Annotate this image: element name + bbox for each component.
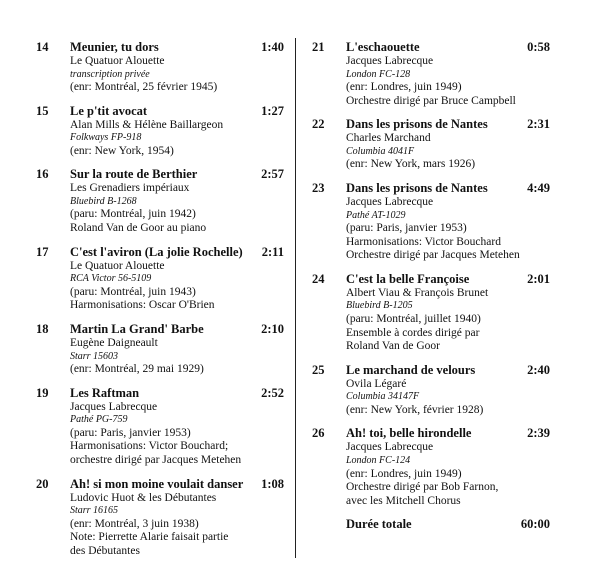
track-details [70, 182, 284, 235]
track-number: 18 [36, 321, 49, 336]
track-detail-line: Les Grenadiers impériaux [70, 182, 190, 195]
total-duration: 60:00 [520, 517, 550, 532]
track-detail-line: Charles Marchand [346, 132, 431, 145]
track-label-catalog: Columbia 4041F [346, 145, 415, 157]
track-label-catalog: transcription privée [70, 68, 150, 80]
track-label-catalog: London FC-128 [346, 68, 411, 80]
track-label-catalog: RCA Victor 56-5109 [70, 273, 152, 285]
track-detail-line: Albert Viau & François Brunet [346, 286, 489, 299]
track-details [70, 260, 284, 313]
track-detail-line: Harmonisations: Oscar O'Brien [70, 299, 215, 312]
track-duration: 2:01 [527, 271, 550, 286]
track-number: 15 [36, 103, 49, 118]
track-label-catalog: London FC-124 [346, 455, 411, 466]
track-detail-line: (paru: Montréal, juin 1943) [70, 285, 196, 298]
track-title: L'eschaouette [346, 40, 420, 54]
track-entry [312, 426, 550, 508]
track-label-catalog: Folkways FP-918 [70, 132, 142, 144]
track-title: Le p'tit avocat [70, 103, 148, 118]
track-detail-line: (enr: New York, février 1928) [346, 403, 484, 416]
track-detail-line: des Débutantes [70, 544, 140, 557]
track-number: 25 [312, 362, 325, 377]
track-detail-line: Roland Van de Goor [346, 340, 441, 353]
track-title: Martin La Grand' Barbe [70, 321, 204, 336]
track-detail-line: (paru: Montréal, juillet 1940) [346, 312, 481, 325]
track-duration: 1:27 [261, 103, 284, 118]
track-number: 17 [36, 244, 49, 259]
track-detail-line: Orchestre dirigé par Jacques Metehen [346, 249, 520, 262]
track-details [346, 132, 550, 172]
track-detail-line: Ensemble à cordes dirigé par [346, 326, 480, 339]
track-detail-line: (enr: New York, 1954) [70, 144, 174, 157]
track-duration: 1:40 [261, 40, 284, 54]
track-title: C'est l'aviron (La jolie Rochelle) [70, 244, 243, 259]
track-header [312, 181, 550, 196]
track-number: 19 [36, 385, 49, 400]
track-entry [36, 40, 284, 95]
track-header [36, 167, 284, 182]
track-detail-line: (enr: Montréal, 29 mai 1929) [70, 363, 204, 376]
track-details [70, 492, 284, 559]
column-divider [295, 38, 296, 558]
track-label-catalog: Pathé PG-759 [70, 414, 128, 426]
total-duration-row [346, 517, 550, 532]
track-detail-line: Jacques Labrecque [346, 441, 434, 454]
track-detail-line: orchestre dirigé par Jacques Metehen [70, 453, 242, 466]
tracklist-right-column [312, 40, 550, 532]
track-entry [36, 245, 284, 313]
track-detail-line: Note: Pierrette Alarie faisait partie [70, 531, 229, 544]
track-entry [312, 40, 550, 108]
track-details [70, 401, 284, 468]
track-header [36, 104, 284, 119]
track-header [36, 40, 284, 55]
track-duration: 2:52 [261, 385, 284, 400]
track-detail-line: Jacques Labrecque [346, 195, 434, 208]
track-detail-line: (enr: Montréal, 3 juin 1938) [70, 517, 199, 530]
track-detail-line: Alan Mills & Hélène Baillargeon [70, 118, 224, 131]
track-details [346, 55, 550, 108]
track-detail-line: (paru: Paris, janvier 1953) [346, 222, 467, 235]
track-title: Sur la route de Berthier [70, 167, 198, 182]
track-duration: 2:11 [261, 244, 284, 259]
tracklist-left-column [36, 40, 284, 558]
track-duration: 2:39 [527, 426, 550, 441]
track-details [346, 196, 550, 263]
track-detail-line: (paru: Paris, janvier 1953) [70, 426, 191, 439]
track-duration: 2:57 [261, 167, 284, 182]
track-header [36, 477, 284, 492]
track-title: Dans les prisons de Nantes [346, 180, 488, 195]
track-detail-line: (enr: Montréal, 25 février 1945) [70, 81, 218, 94]
track-header [312, 272, 550, 287]
track-duration: 1:08 [261, 476, 284, 491]
track-label-catalog: Bluebird B-1268 [70, 195, 137, 207]
track-number: 22 [312, 117, 325, 132]
track-detail-line: avec les Mitchell Chorus [346, 494, 461, 507]
track-detail-line: Ovila Légaré [346, 377, 407, 390]
track-number: 20 [36, 476, 49, 491]
track-detail-line: Harmonisations: Victor Bouchard; [70, 440, 229, 453]
track-duration: 2:10 [261, 321, 284, 336]
track-detail-line: Le Quatuor Alouette [70, 259, 165, 272]
track-detail-line: Eugène Daigneault [70, 336, 158, 349]
track-number: 16 [36, 167, 49, 182]
track-header [312, 117, 550, 132]
track-detail-line: Ludovic Huot & les Débutantes [70, 491, 217, 504]
track-label-catalog: Starr 15603 [70, 350, 119, 362]
track-detail-line: Le Quatuor Alouette [70, 55, 165, 67]
track-detail-line: Roland Van de Goor au piano [70, 222, 207, 235]
track-duration: 2:40 [527, 362, 550, 377]
track-entry [312, 117, 550, 172]
track-details [346, 441, 550, 508]
track-entry [312, 181, 550, 263]
track-detail-line: Jacques Labrecque [346, 55, 434, 67]
track-duration: 4:49 [527, 180, 550, 195]
track-detail-line: Orchestre dirigé par Bob Farnon, [346, 481, 499, 494]
track-duration: 0:58 [527, 40, 550, 54]
track-title: Ah! si mon moine voulait danser [70, 476, 244, 491]
track-title: Ah! toi, belle hirondelle [346, 426, 472, 441]
track-entry [36, 104, 284, 159]
track-entry [36, 167, 284, 235]
track-detail-line: Harmonisations: Victor Bouchard [346, 235, 501, 248]
track-details [70, 337, 284, 377]
track-detail-line: (enr: New York, mars 1926) [346, 158, 476, 171]
track-detail-line: (enr: Londres, juin 1949) [346, 81, 462, 94]
track-details [70, 119, 284, 159]
track-entry [36, 386, 284, 468]
track-entry [36, 477, 284, 559]
track-number: 26 [312, 426, 325, 441]
track-detail-line: Orchestre dirigé par Bruce Campbell [346, 94, 516, 107]
track-number: 14 [36, 40, 49, 54]
track-label-catalog: Bluebird B-1205 [346, 300, 413, 312]
track-title: Dans les prisons de Nantes [346, 117, 488, 132]
track-number: 23 [312, 180, 325, 195]
track-label-catalog: Pathé AT-1029 [346, 209, 406, 221]
track-detail-line: (paru: Montréal, juin 1942) [70, 208, 196, 221]
track-entry [36, 322, 284, 377]
track-title: C'est la belle Françoise [346, 271, 470, 286]
track-entry [312, 272, 550, 354]
track-number: 24 [312, 271, 325, 286]
track-title: Meunier, tu dors [70, 40, 159, 54]
track-label-catalog: Starr 16165 [70, 505, 119, 517]
track-duration: 2:31 [527, 117, 550, 132]
track-details [346, 378, 550, 418]
track-title: Les Raftman [70, 385, 140, 400]
track-header [36, 322, 284, 337]
total-label: Durée totale [346, 517, 412, 532]
track-header [312, 426, 550, 441]
track-detail-line: (enr: Londres, juin 1949) [346, 467, 462, 480]
track-details [70, 55, 284, 95]
track-header [36, 245, 284, 260]
track-entry [312, 363, 550, 418]
track-header [36, 386, 284, 401]
track-label-catalog: Columbia 34147F [346, 391, 420, 403]
track-title: Le marchand de velours [346, 362, 476, 377]
track-header [312, 363, 550, 378]
track-header [312, 40, 550, 55]
track-number: 21 [312, 40, 325, 54]
track-detail-line: Jacques Labrecque [70, 400, 158, 413]
track-details [346, 287, 550, 354]
